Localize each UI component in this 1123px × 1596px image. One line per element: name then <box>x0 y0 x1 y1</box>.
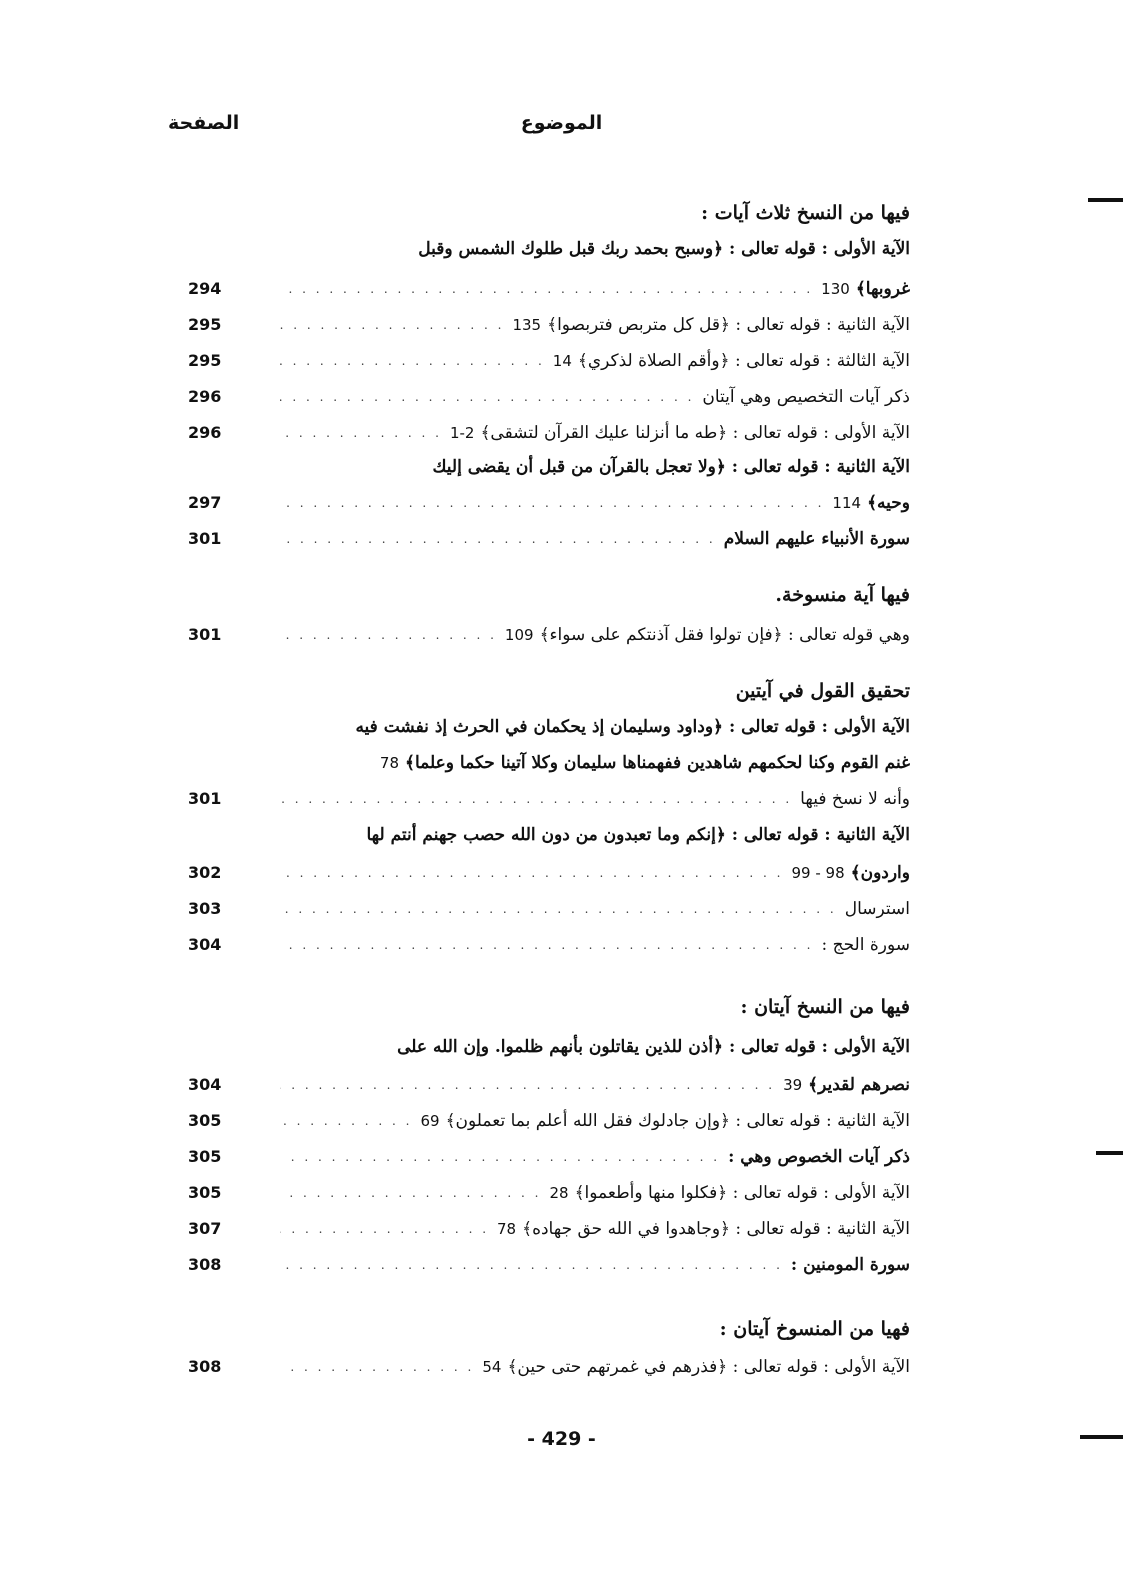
toc-entry-text: فيها من النسخ آيتان : <box>740 996 910 1018</box>
toc-entry-text: الآية الأولى : قوله تعالى : ﴿فكلوا منها وأطعموا﴾ <box>574 1183 910 1203</box>
verse-number: 28 <box>549 1184 569 1202</box>
toc-entry <box>280 344 910 378</box>
dot-leader <box>280 1068 775 1102</box>
toc-entry-text: استرسال <box>844 899 910 919</box>
toc-entry-text: الآية الثانية : قوله تعالى : ﴿وإن جادلوك فقل الله أعلم بما تعملون﴾ <box>445 1111 910 1131</box>
toc-page-number: 307 <box>188 1219 222 1238</box>
toc-section-heading <box>280 990 910 1024</box>
verse-number: 130 <box>821 280 850 298</box>
verse-number: 39 <box>783 1076 803 1094</box>
toc-entry <box>280 450 910 484</box>
dot-leader <box>280 380 694 414</box>
toc-entry <box>280 928 910 962</box>
toc-entry-text: الآية الثانية : قوله تعالى : ﴿إنكم وما تعبدون من دون الله حصب جهنم أنتم لها <box>366 825 910 845</box>
dot-leader <box>280 1248 783 1282</box>
toc-entry-text: غنم القوم وكنا لحكمهم شاهدين ففهمناها سليمان وكلا آتينا حكما وعلما﴾ <box>405 753 910 773</box>
toc-entry-text: الآية الأولى : قوله تعالى : ﴿فذرهم في غمرتهم حتى حين﴾ <box>507 1357 910 1377</box>
scan-mark <box>1096 1151 1123 1155</box>
dot-leader <box>280 618 497 652</box>
toc-page-number: 308 <box>188 1357 222 1376</box>
dot-leader <box>280 892 837 926</box>
toc-entry <box>280 782 910 816</box>
dot-leader <box>280 308 504 342</box>
toc-entry-text: سورة المومنين : <box>790 1255 910 1275</box>
toc-page-number: 295 <box>188 351 222 370</box>
toc-entry-text: الآية الأولى : قوله تعالى : ﴿طه ما أنزلنا عليك القرآن لتشقى﴾ <box>480 423 910 443</box>
toc-page-number: 296 <box>188 387 222 406</box>
dot-leader <box>280 782 792 816</box>
toc-entry-text: سورة الحج : <box>821 935 910 955</box>
toc-entry-text: فيها آية منسوخة. <box>775 584 910 606</box>
toc-page-number: 296 <box>188 423 222 442</box>
scan-mark <box>1080 1435 1123 1439</box>
toc-page-number: 294 <box>188 279 222 298</box>
toc-entry-text: الآية الثانية : قوله تعالى : ﴿وجاهدوا في الله حق جهاده﴾ <box>522 1219 910 1239</box>
dot-leader <box>280 928 813 962</box>
toc-entry-text: الآية الأولى : قوله تعالى : ﴿أذن للذين يقاتلون بأنهم ظلموا. وإن الله على <box>397 1037 910 1057</box>
verse-number: 114 <box>832 494 862 512</box>
toc-entry <box>280 746 910 780</box>
header-page: الصفحة <box>168 112 240 134</box>
verse-number: 1-2 <box>449 424 475 442</box>
toc-entry <box>280 892 910 926</box>
toc-entry-text: سورة الأنبياء عليهم السلام <box>723 529 910 549</box>
verse-number: 69 <box>420 1112 440 1130</box>
toc-entry-text: ذكر آيات التخصيص وهي آيتان <box>702 387 910 407</box>
dot-leader <box>280 344 545 378</box>
toc-entry <box>280 272 910 306</box>
verse-number: 54 <box>482 1358 502 1376</box>
toc-section-heading <box>280 1312 910 1346</box>
toc-entry-text: فيها من النسخ ثلاث آيات : <box>701 202 910 224</box>
toc-entry <box>280 1176 910 1210</box>
toc-entry-text: واردون﴾ <box>850 863 910 883</box>
toc-section-heading <box>280 578 910 612</box>
verse-number: 135 <box>512 316 542 334</box>
scan-mark <box>1088 198 1123 202</box>
dot-leader <box>280 1140 720 1174</box>
toc-entry <box>280 1030 910 1064</box>
toc-section-heading <box>280 674 910 708</box>
toc-page-number: 297 <box>188 493 222 512</box>
toc-entry-text: الآية الأولى : قوله تعالى : ﴿وداود وسليمان إذ يحكمان في الحرث إذ نفشت فيه <box>355 717 910 737</box>
toc-entry <box>280 1350 910 1384</box>
toc-entry-text: الآية الثالثة : قوله تعالى : ﴿وأقم الصلاة لذكري﴾ <box>577 351 910 371</box>
toc-page-number: 301 <box>188 529 222 548</box>
toc-entry-text: وهي قوله تعالى : ﴿فإن تولوا فقل آذنتكم على سواء﴾ <box>539 625 910 645</box>
toc-entry <box>280 380 910 414</box>
toc-entry <box>280 1104 910 1138</box>
dot-leader <box>280 416 442 450</box>
toc-entry-text: الآية الثانية : قوله تعالى : ﴿ولا تعجل بالقرآن من قبل أن يقضى إليك <box>432 457 910 477</box>
dot-leader <box>280 272 813 306</box>
dot-leader <box>280 1212 489 1246</box>
toc-page-number: 304 <box>188 1075 222 1094</box>
header-topic: الموضوع <box>520 112 603 134</box>
toc-entry <box>280 416 910 450</box>
verse-number: 14 <box>552 352 572 370</box>
dot-leader <box>280 486 824 520</box>
toc-entry <box>280 1068 910 1102</box>
toc-page-number: 308 <box>188 1255 222 1274</box>
dot-leader <box>280 856 783 890</box>
toc-entry <box>280 232 910 266</box>
dot-leader <box>280 1176 541 1210</box>
verse-number: 98 - 99 <box>791 864 845 882</box>
verse-number: 78 <box>379 754 400 772</box>
toc-entry <box>280 1212 910 1246</box>
toc-entry-text: ذكر آيات الخصوص وهي : <box>728 1147 910 1167</box>
dot-leader <box>280 522 716 556</box>
toc-entry <box>280 710 910 744</box>
toc-page-number: 302 <box>188 863 222 882</box>
toc-entry <box>280 486 910 520</box>
toc-entry-text: نصرهم لقدير﴾ <box>808 1075 910 1095</box>
toc-entry-text: غروبها﴾ <box>855 279 910 299</box>
toc-entry-text: الآية الأولى : قوله تعالى : ﴿وسبح بحمد ربك قبل طلوك الشمس وقبل <box>418 239 910 259</box>
footer-page-number: - 429 - <box>527 1428 596 1450</box>
toc-entry-text: الآية الثانية : قوله تعالى : ﴿قل كل متربص فتربصوا﴾ <box>547 315 910 335</box>
toc-page-number: 305 <box>188 1111 222 1130</box>
toc-section-heading <box>280 196 910 230</box>
verse-number: 78 <box>497 1220 517 1238</box>
toc-entry-text: وحيه﴾ <box>867 493 910 513</box>
toc-entry <box>280 1140 910 1174</box>
toc-entry <box>280 618 910 652</box>
verse-number: 109 <box>504 626 534 644</box>
toc-entry <box>280 308 910 342</box>
toc-page-number: 303 <box>188 899 222 918</box>
toc-entry <box>280 856 910 890</box>
toc-entry-text: وأنه لا نسخ فيها <box>800 789 910 809</box>
toc-entry <box>280 818 910 852</box>
toc-page-number: 301 <box>188 625 222 644</box>
toc-entry-text: فهيا من المنسوخ آيتان : <box>719 1318 910 1340</box>
dot-leader <box>280 1104 412 1138</box>
toc-entry <box>280 522 910 556</box>
toc-page-number: 295 <box>188 315 222 334</box>
toc-entry-text: تحقيق القول في آيتين <box>735 680 910 702</box>
toc-page-number: 305 <box>188 1147 222 1166</box>
toc-page-number: 301 <box>188 789 222 808</box>
dot-leader <box>280 1350 474 1384</box>
toc-page-number: 305 <box>188 1183 222 1202</box>
toc-page-number: 304 <box>188 935 222 954</box>
toc-entry <box>280 1248 910 1282</box>
